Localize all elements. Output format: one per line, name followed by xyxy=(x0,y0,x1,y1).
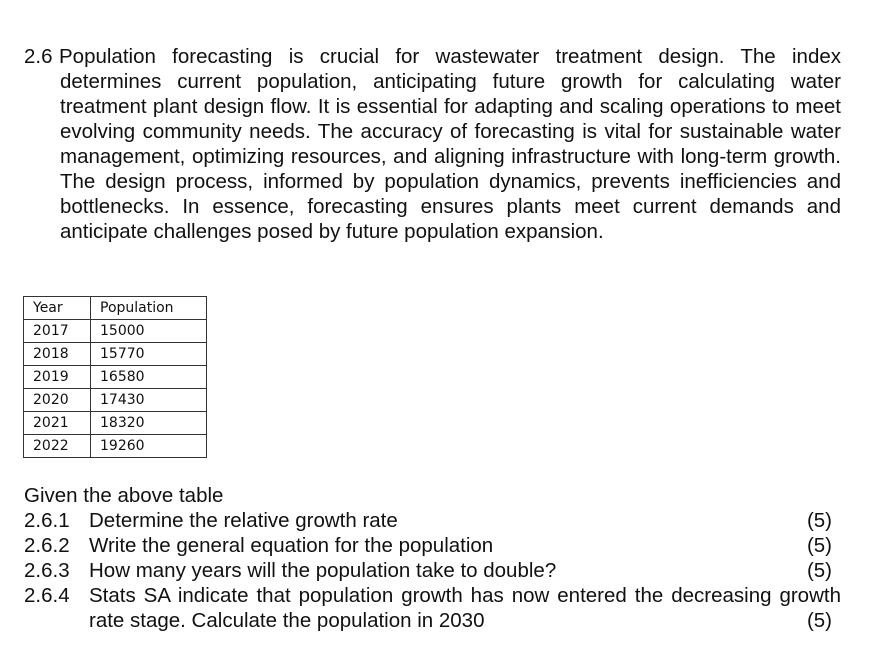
year-cell: 2017 xyxy=(24,320,91,343)
question-text: Population forecasting is crucial for wastewater treatment design. The index determines current population, anticipating future growth for calculating water treatment plant design flow. It is essential for adapting and scaling operations to meet evolving community needs. The accuracy of forecasting is vital for sustainable water management, optimizing resources, and aligning infrastructure with long-term growth. The design process, informed by population dynamics, prevents inefficiencies and bottlenecks. In essence, forecasting ensures plants meet current demands and anticipate challenges posed by future population expansion. xyxy=(59,45,841,243)
subquestion xyxy=(24,583,841,633)
subquestion-marks: (5) xyxy=(806,609,832,632)
table-row xyxy=(24,320,207,343)
subquestion-text: Write the general equation for the population xyxy=(89,534,494,557)
subquestion-number: 2.6.3 xyxy=(24,559,70,582)
population-cell: 19260 xyxy=(91,435,207,458)
subquestion-text: Stats SA indicate that population growth has now entered the decreasing growth rate stage. Calculate the population in 2030 xyxy=(89,584,841,632)
question-number: 2.6 xyxy=(24,45,53,68)
population-cell: 18320 xyxy=(91,412,207,435)
table-row xyxy=(24,389,207,412)
table-header-row xyxy=(24,297,207,320)
subquestion xyxy=(24,558,841,583)
subquestion-number: 2.6.2 xyxy=(24,534,70,557)
year-cell: 2019 xyxy=(24,366,91,389)
population-table xyxy=(23,296,207,458)
header-population: Population xyxy=(91,297,207,320)
year-cell: 2021 xyxy=(24,412,91,435)
table-row xyxy=(24,412,207,435)
year-cell: 2018 xyxy=(24,343,91,366)
subquestion-marks: (5) xyxy=(806,559,832,582)
subquestion-marks: (5) xyxy=(806,509,832,532)
subquestion-text: How many years will the population take to double? xyxy=(89,559,557,582)
questions-intro: Given the above table xyxy=(24,484,224,507)
year-cell: 2022 xyxy=(24,435,91,458)
subquestion-marks: (5) xyxy=(806,534,832,557)
subquestion xyxy=(24,533,841,558)
subquestions-block xyxy=(24,483,841,633)
header-year: Year xyxy=(24,297,91,320)
table-row xyxy=(24,366,207,389)
population-cell: 16580 xyxy=(91,366,207,389)
table-row xyxy=(24,435,207,458)
population-cell: 15000 xyxy=(91,320,207,343)
subquestion-number: 2.6.1 xyxy=(24,509,70,532)
population-cell: 17430 xyxy=(91,389,207,412)
table-row xyxy=(24,343,207,366)
subquestion-text: Determine the relative growth rate xyxy=(89,509,398,532)
question-paragraph xyxy=(24,44,841,244)
subquestion-number: 2.6.4 xyxy=(24,584,70,607)
subquestion xyxy=(24,508,841,533)
population-cell: 15770 xyxy=(91,343,207,366)
year-cell: 2020 xyxy=(24,389,91,412)
